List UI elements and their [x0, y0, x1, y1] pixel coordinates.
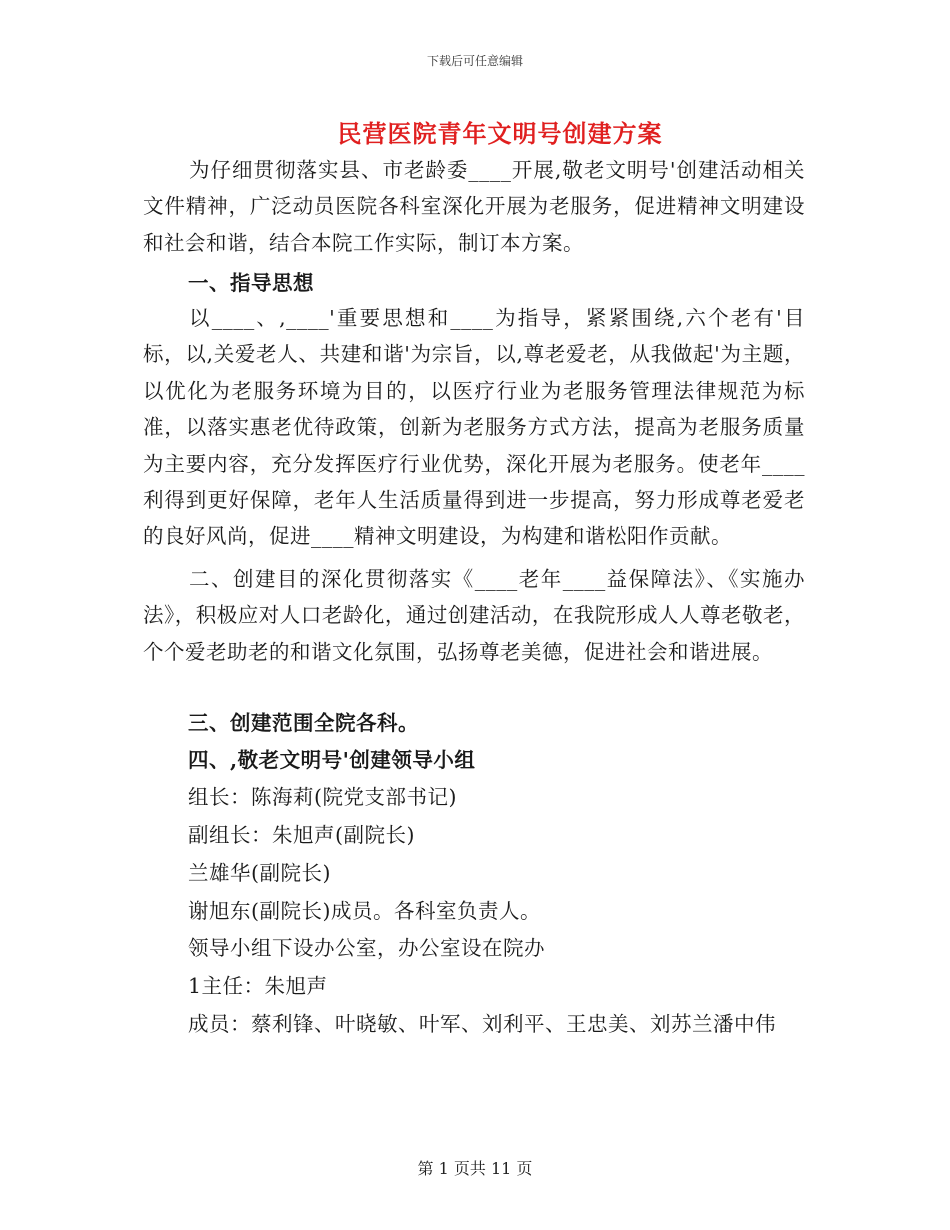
- header-note: 下载后可任意编辑: [426, 54, 523, 68]
- director-line: 1主任：朱旭声: [188, 974, 328, 998]
- section4-heading: 四、,敬老文明号'创建领导小组: [188, 748, 476, 772]
- section1-block: [143, 300, 805, 555]
- intro-paragraph: 为仔细贯彻落实县、市老龄委____开展,敬老文明号'创建活动相关文件精神，广泛动员医院各科室深化开展为老服务，促进精神文明建设和社会和谐，结合本院工作实际，制订本方案。: [143, 158, 805, 255]
- section1-paragraph: 以____、,____'重要思想和____为指导，紧紧围绕,六个老有'目标，以,关爱老人、共建和谐'为宗旨，以,尊老爱老，从我做起'为主题，以优化为老服务环境为目的，以医疗行业为老服务管理法律规范为标准，以落实惠老优待政策，创新为老服务方式方法，提高为老服务质量为主要内容，充分发挥医疗行业优势，深化开展为老服务。使老年____利得到更好保障，老年人生活质量得到进一步提高，努力形成尊老爱老的良好风尚，促进____精神文明建设，为构建和谐松阳作贡献。: [143, 306, 805, 549]
- section3-heading: 三、创建范围全院各科。: [188, 711, 419, 735]
- deputy-leader-line: 副组长：朱旭声(副院长): [188, 823, 415, 847]
- section2-paragraph: 二、创建目的深化贯彻落实《____老年____益保障法》、《实施办法》，积极应对人口老龄化，通过创建活动，在我院形成人人尊老敬老，个个爱老助老的和谐文化氛围，弘扬尊老美德，促进社会和谐进展。: [143, 567, 805, 664]
- office-line: 领导小组下设办公室，办公室设在院办: [188, 936, 545, 960]
- members-line: 谢旭东(副院长)成员。各科室负责人。: [188, 899, 541, 923]
- section1-heading: 一、指导思想: [188, 271, 314, 295]
- leader-line: 组长：陈海莉(院党支部书记): [188, 785, 457, 809]
- section2-block: [143, 561, 805, 670]
- deputy-member-line: 兰雄华(副院长): [188, 861, 331, 885]
- intro-block: [143, 152, 805, 261]
- page-footer: 第 1 页共 11 页: [417, 1159, 533, 1178]
- document-title: 民营医院青年文明号创建方案: [337, 119, 663, 148]
- office-members-line: 成员：蔡利锋、叶晓敏、叶军、刘利平、王忠美、刘苏兰潘中伟: [188, 1012, 776, 1036]
